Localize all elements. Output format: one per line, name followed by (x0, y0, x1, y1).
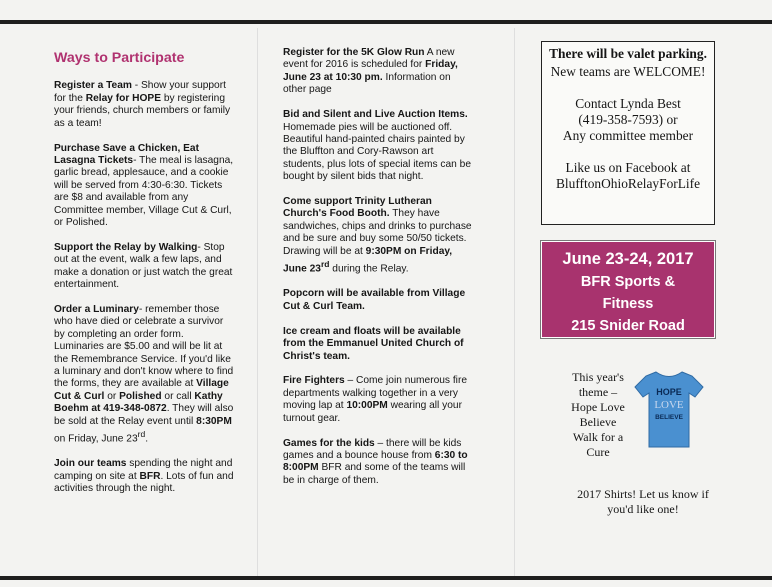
join-teams-item: Join our teams spending the night and camping on site at BFR. Lots of fun and activities through the night. (54, 458, 234, 495)
facebook-line: Like us on Facebook at (565, 160, 691, 175)
fold-line-left (257, 28, 258, 576)
auction-item: Bid and Silent and Live Auction Items. Homemade pies will be auctioned off. Beautiful hand-painted chairs painted by the Bluffton and Cory-Rawson art students, plus lots of special items can be bought by silent bids that night. (283, 109, 472, 183)
new-teams-notice: New teams are WELCOME! (550, 64, 706, 79)
event-date: June 23-24, 2017 (562, 250, 694, 268)
chicken-tickets-item: Purchase Save a Chicken, Eat Lasagna Tickets- The meal is lasagna, garlic bread, applesauce, and a cookie will be served from 4:30-6:30. Tickets are $8 and available from any Committee member, Village Cut & Curl, or Polished. (54, 142, 234, 228)
valet-notice: There will be valet parking. (549, 46, 707, 61)
contact-phone: (419-358-7593) or (578, 112, 678, 127)
venue-line2: Fitness (602, 296, 654, 312)
middle-panel (283, 47, 473, 500)
panel-heading: Ways to Participate (54, 50, 185, 66)
tshirt-word-love: LOVE (654, 399, 684, 411)
tshirt-word-hope: HOPE (656, 387, 682, 397)
venue-line1: BFR Sports & (580, 274, 676, 290)
food-booth-item: Come support Trinity Lutheran Church's Food Booth. They have sandwiches, chips and drinks to purchase and be sure and buy some 50/50 tickets. Drawing will be at 9:30PM on Friday, June 23rd during the Relay. (283, 196, 472, 275)
contact-name: Contact Lynda Best (575, 96, 681, 111)
ice-cream-item: Ice cream and floats will be available from the Emmanuel United Church of Christ's team. (283, 325, 464, 362)
bottom-rule (0, 576, 772, 580)
tshirt-icon (634, 369, 704, 449)
popcorn-item: Popcorn will be available from Village Cut & Curl Team. (283, 288, 466, 312)
fire-fighters-item: Fire Fighters – Come join numerous fire departments walking together in a very moving lap at 10:00PM wearing all your turnout gear. (283, 375, 468, 424)
venue-address: 215 Snider Road (571, 318, 685, 334)
shirts-note: 2017 Shirts! Let us know if you'd like one! (577, 487, 709, 516)
register-team-item: Register a Team - Show your support for the Relay for HOPE by registering your friends, church members or family as a team! (54, 80, 231, 129)
info-box (541, 41, 715, 225)
theme-text: This year's theme – Hope Love Believe Walk for a Cure (571, 370, 625, 459)
luminary-item: Order a Luminary- remember those who have died or celebrate a survivor by completing an order form. Luminaries are $5.00 and will be lit at the Remembrance Service. If you'd like a luminary and don't know where to find the forms, they are available at Village Cut & Curl or Polished or call Kathy Boehm at 419-348-0872. They will also be sold at the Relay event until 8:30PM on Friday, June 23rd. (54, 304, 234, 445)
top-rule (0, 20, 772, 24)
walking-item: Support the Relay by Walking- Stop out at the event, walk a few laps, and make a donation or just watch the great entertainment. (54, 241, 233, 291)
left-panel (54, 52, 234, 508)
contact-alt: Any committee member (562, 128, 694, 143)
tshirt-word-believe: BELIEVE (655, 414, 683, 421)
kids-games-item: Games for the kids – there will be kids games and a bounce house from 6:30 to 8:00PM BFR and some of the teams will be in charge of them. (283, 437, 468, 486)
fold-line-right (514, 28, 515, 576)
event-date-box (541, 241, 715, 338)
facebook-handle: BlufftonOhioRelayForLife (555, 176, 701, 191)
glow-run-item: Register for the 5K Glow Run A new event for 2016 is scheduled for Friday, June 23 at 10:30 pm. Information on other page (283, 47, 458, 96)
